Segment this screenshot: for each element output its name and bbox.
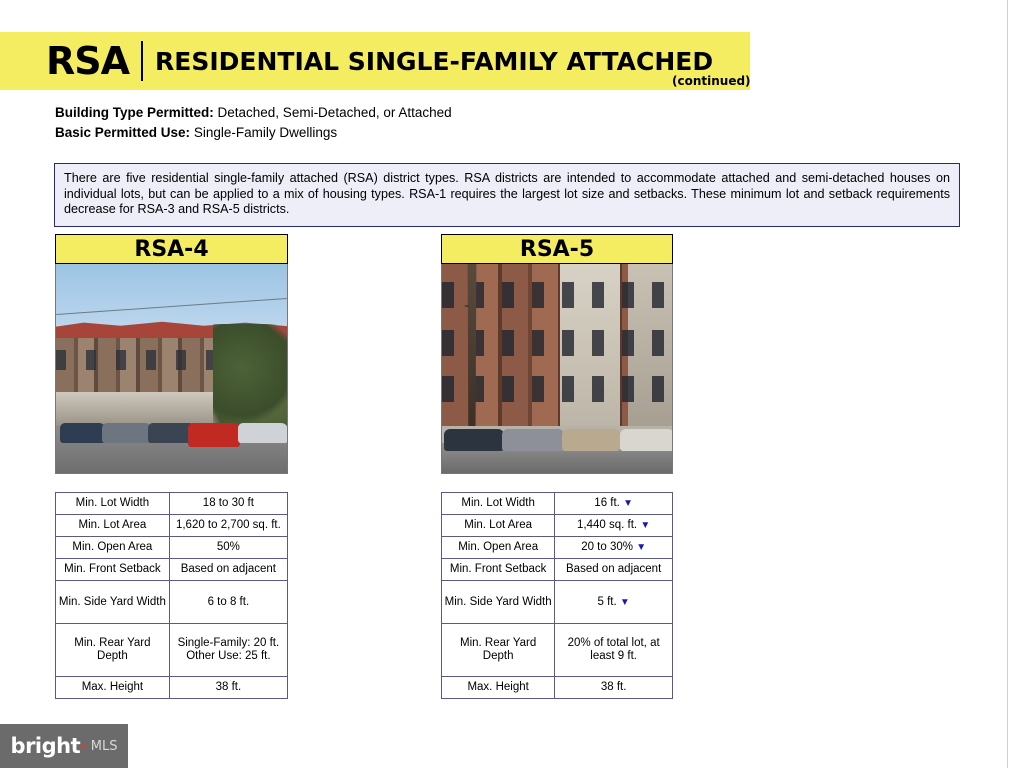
- spec-label: Min. Side Yard Width: [442, 581, 555, 624]
- banner-divider: [141, 41, 143, 81]
- building-type-permitted-label: Building Type Permitted:: [55, 105, 214, 120]
- parked-car: [60, 423, 106, 443]
- spec-value: [555, 537, 673, 559]
- table-row: [442, 493, 673, 515]
- district-title-rsa4: RSA-4: [55, 234, 288, 264]
- tree-foliage: [213, 324, 287, 434]
- description-box: [54, 163, 960, 227]
- parked-car: [188, 423, 240, 447]
- banner-content: [46, 32, 713, 90]
- spec-value: Based on adjacent: [169, 559, 287, 581]
- spec-label: Min. Open Area: [442, 537, 555, 559]
- spec-label: Min. Side Yard Width: [56, 581, 170, 624]
- parked-car: [238, 423, 288, 443]
- down-triangle-icon: ▼: [623, 498, 633, 509]
- parked-car: [444, 429, 504, 451]
- spec-label: Max. Height: [56, 677, 170, 699]
- watermark-brand: bright: [10, 734, 81, 758]
- building-type-permitted-line: [55, 105, 452, 120]
- down-triangle-icon: ▼: [640, 520, 651, 531]
- page-title: RESIDENTIAL SINGLE-FAMILY ATTACHED: [155, 46, 714, 76]
- district-title-rsa5: RSA-5: [441, 234, 673, 264]
- spec-value: [555, 493, 673, 515]
- spec-value: [555, 515, 673, 537]
- spec-value: 38 ft.: [555, 677, 673, 699]
- spec-value: Single-Family: 20 ft. Other Use: 25 ft.: [169, 624, 287, 677]
- page-header-banner: [0, 32, 750, 90]
- building-type-permitted-value: Detached, Semi-Detached, or Attached: [213, 105, 452, 120]
- spec-label: Min. Lot Width: [56, 493, 170, 515]
- spec-value: 20% of total lot, at least 9 ft.: [555, 624, 673, 677]
- parked-car: [620, 429, 673, 451]
- spec-value: 6 to 8 ft.: [169, 581, 287, 624]
- table-row: [56, 581, 288, 624]
- spec-value-text: 1,440 sq. ft.: [577, 519, 638, 531]
- down-triangle-icon: ▼: [619, 596, 630, 608]
- table-row: [56, 624, 288, 677]
- basic-permitted-use-line: [55, 125, 452, 140]
- table-row: [442, 581, 673, 624]
- page-right-margin: [1007, 0, 1024, 768]
- table-row: [56, 515, 288, 537]
- description-text: There are five residential single-family attached (RSA) district types. RSA districts are intended to accommodate attached and semi-detached houses on individual lots, but can be applied to a mix of housing types. RSA-1 requires the largest lot size and setbacks. These minimum lot and setback requirements decrease for RSA-3 and RSA-5 districts.: [64, 171, 950, 216]
- spec-label: Min. Lot Area: [442, 515, 555, 537]
- spec-label: Min. Rear Yard Depth: [56, 624, 170, 677]
- watermark-suffix: MLS: [90, 738, 118, 754]
- spec-value: [555, 581, 673, 624]
- basic-permitted-use-label: Basic Permitted Use:: [55, 125, 191, 140]
- table-row: [442, 677, 673, 699]
- spec-value: 38 ft.: [169, 677, 287, 699]
- spec-label: Max. Height: [442, 677, 555, 699]
- spec-value: 1,620 to 2,700 sq. ft.: [169, 515, 287, 537]
- permitted-info: [55, 105, 452, 145]
- tree-branches: [456, 278, 566, 348]
- table-row: [442, 537, 673, 559]
- basic-permitted-use-value: Single-Family Dwellings: [190, 125, 338, 140]
- overhead-wire: [56, 298, 287, 315]
- spec-label: Min. Rear Yard Depth: [442, 624, 555, 677]
- spec-value-text: 5 ft.: [597, 595, 617, 608]
- parked-car: [502, 429, 564, 451]
- spec-value: 18 to 30 ft: [169, 493, 287, 515]
- table-row: [56, 677, 288, 699]
- continued-label: (continued): [672, 74, 751, 88]
- table-row: [56, 559, 288, 581]
- district-card-rsa4: [55, 234, 288, 699]
- spec-table-rsa4: [55, 492, 288, 699]
- table-row: [56, 537, 288, 559]
- district-code: RSA: [46, 39, 130, 83]
- watermark-bright-mls: [0, 724, 128, 768]
- brick-rowhouse-photo: [441, 264, 673, 474]
- down-triangle-icon: ▼: [636, 542, 647, 553]
- watermark-plus-icon: +: [80, 738, 88, 754]
- spec-label: Min. Front Setback: [56, 559, 170, 581]
- spec-value-text: 20 to 30%: [581, 541, 633, 553]
- spec-label: Min. Lot Area: [56, 515, 170, 537]
- rowhouse-street-photo: [55, 264, 288, 474]
- parked-car: [102, 423, 152, 443]
- spec-label: Min. Open Area: [56, 537, 170, 559]
- spec-value: 50%: [169, 537, 287, 559]
- district-card-rsa5: [441, 234, 673, 699]
- spec-table-rsa5: [441, 492, 673, 699]
- table-row: [56, 493, 288, 515]
- spec-label: Min. Front Setback: [442, 559, 555, 581]
- spec-value: Based on adjacent: [555, 559, 673, 581]
- window-row: [442, 376, 672, 402]
- table-row: [442, 515, 673, 537]
- table-row: [442, 624, 673, 677]
- parked-car: [562, 429, 620, 451]
- table-row: [442, 559, 673, 581]
- spec-label: Min. Lot Width: [442, 493, 555, 515]
- spec-value-text: 16 ft.: [594, 497, 620, 509]
